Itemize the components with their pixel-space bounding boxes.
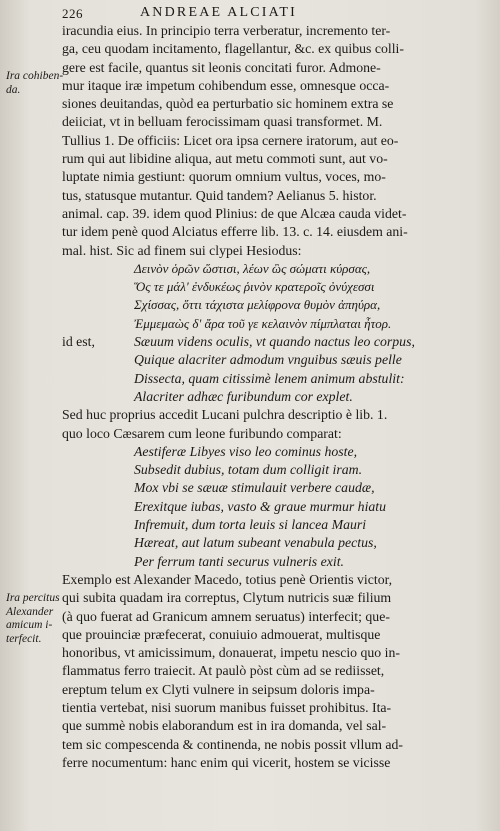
latin-verse-line: [62, 333, 492, 351]
lucan-verse-line: Subsedit dubius, totam dum colligit iram.: [134, 462, 363, 478]
greek-verse-line: Δεινὸν ὁρῶν ὥστισι, λέων ὣς σώματι κύρσας,: [134, 260, 371, 276]
latin-verse-line: Alacriter adhæc furibundum cor explet.: [134, 388, 353, 404]
text-line: honoribus, vt amicissimum, donauerat, impetu nescio quo in-: [62, 645, 400, 661]
margin-note-line: amicum i-: [6, 619, 53, 631]
margin-note-alexander: [6, 592, 66, 646]
text-line: deiiciat, vt in belluam ferocissimam quasi transformet. M.: [62, 114, 383, 130]
lucan-verse-line: Per ferrum tanti securus vulneris exit.: [134, 553, 344, 569]
greek-verses: [62, 260, 492, 333]
text-line: Sed huc proprius accedit Lucani pulchra descriptio è lib. 1.: [62, 407, 388, 423]
text-line: luptate nimia gestiunt: quorum omnium vultus, voces, mo-: [62, 169, 386, 185]
main-text: [62, 22, 492, 772]
lucan-verse-line: Infremuit, dum torta leuis si lancea Mauri: [134, 517, 367, 533]
text-line: tientia vertebat, nisi suorum manibus fuisset prohibitus. Ita-: [62, 699, 392, 715]
margin-note-line: da.: [6, 83, 21, 96]
margin-note-line: Ira cohiben-: [6, 70, 64, 82]
text-line: Tullius 1. De officiis: Licet ora ipsa cernere iratorum, aut eo-: [62, 132, 399, 148]
id-est-label: id est,: [62, 334, 95, 350]
lucan-verses: [62, 443, 492, 571]
page-header: [0, 4, 500, 24]
text-line: Exemplo est Alexander Macedo, totius penè Orientis victor,: [62, 571, 393, 587]
text-line: tur idem penè quod Alciatus efferre lib. 13. c. 14. eiusdem ani-: [62, 224, 408, 240]
text-line: tus, statusque mutantur. Quid tandem? Aelianus 5. histor.: [62, 187, 377, 203]
text-line: (à quo fuerat ad Granicum amnem seruatus) interfecit; que-: [62, 608, 390, 624]
lucan-verse-line: Erexitque iubas, vasto & graue murmur hiatu: [134, 498, 387, 514]
text-line: ereptum telum ex Clyti vulnere in seipsum doloris impa-: [62, 681, 375, 697]
lucan-verse-line: Hæreat, aut latum subeant venabula pectus,: [134, 535, 377, 551]
text-line: animal. cap. 39. idem quod Plinius: de que Alcæa cauda videt-: [62, 205, 407, 221]
text-line: ferre nocumentum: hanc enim qui vicerit, hostem se vicisse: [62, 754, 391, 770]
page-number: 226: [62, 6, 83, 21]
prose-block-2: [62, 406, 492, 443]
lucan-verse-line: Mox vbi se sæuæ stimulauit verbere caudæ,: [134, 480, 375, 496]
margin-note-line: Ira percitus: [6, 592, 60, 604]
text-line: iracundia eius. In principio terra verberatur, incremento ter-: [62, 23, 391, 38]
text-line: ga, ceu quodam incitamento, flagellantur, &c. ex quibus colli-: [62, 41, 404, 57]
text-line: que prouinciæ præfecerat, conuiuio admouerat, multisque: [62, 626, 381, 642]
text-line: gere est facile, quantus sit leonis concitati furor. Admone-: [62, 59, 381, 75]
greek-verse-line: Ὅς τε μάλ' ἐνδυκέως ῥινὸν κρατεροῖς ὀνύχεσσι: [134, 279, 375, 295]
text-line: que summè nobis elaborandum est in ira domanda, vel sal-: [62, 718, 387, 734]
text-line: flammatus ferro traiecit. At paulò pòst cùm ad se rediisset,: [62, 663, 385, 679]
latin-verse-line: Dissecta, quam citissimè lenem animum abstulit:: [134, 370, 405, 386]
text-line: mal. hist. Sic ad finem sui clypei Hesiodus:: [62, 242, 302, 258]
margin-note-ira-cohibenda: [6, 70, 66, 97]
text-line: quo loco Cæsarem cum leone furibundo comparat:: [62, 425, 342, 441]
lucan-verse-line: Aestiferæ Libyes viso leo cominus hoste,: [134, 443, 358, 459]
margin-note-line: Alexander: [6, 605, 54, 618]
latin-translation: [62, 333, 492, 406]
greek-verse-line: Ἐμμεμαὼς δ' ἄρα τοῦ γε κελαινὸν πίμπλαται ἦτορ.: [134, 315, 392, 331]
prose-block-1: [62, 22, 492, 260]
greek-verse-line: Σχίσσας, ὅττι τάχιστα μελίφρονα θυμὸν ἀπηύρα,: [134, 297, 381, 313]
latin-verse-line: Quique alacriter admodum vnguibus sæuis pelle: [134, 352, 402, 368]
text-line: mur itaque iræ impetum cohibendum esse, omnesque occa-: [62, 77, 390, 93]
text-line: siones deuitandas, quòd ea perturbatio sic hominem extra se: [62, 96, 394, 112]
text-line: rum qui aut libidine aliqua, aut metu commoti sunt, aut vo-: [62, 151, 388, 167]
text-line: tem sic compescenda & continenda, ne nobis possit vllum ad-: [62, 736, 404, 752]
latin-verse-text: Sæuum videns oculis, vt quando nactus leo corpus,: [134, 334, 415, 350]
text-line: qui subita quadam ira correptus, Clytum nutricis suæ filium: [62, 590, 392, 606]
margin-note-line: terfecit.: [6, 632, 42, 645]
running-head: ANDREAE ALCIATI: [140, 5, 298, 20]
prose-block-3: [62, 571, 492, 772]
